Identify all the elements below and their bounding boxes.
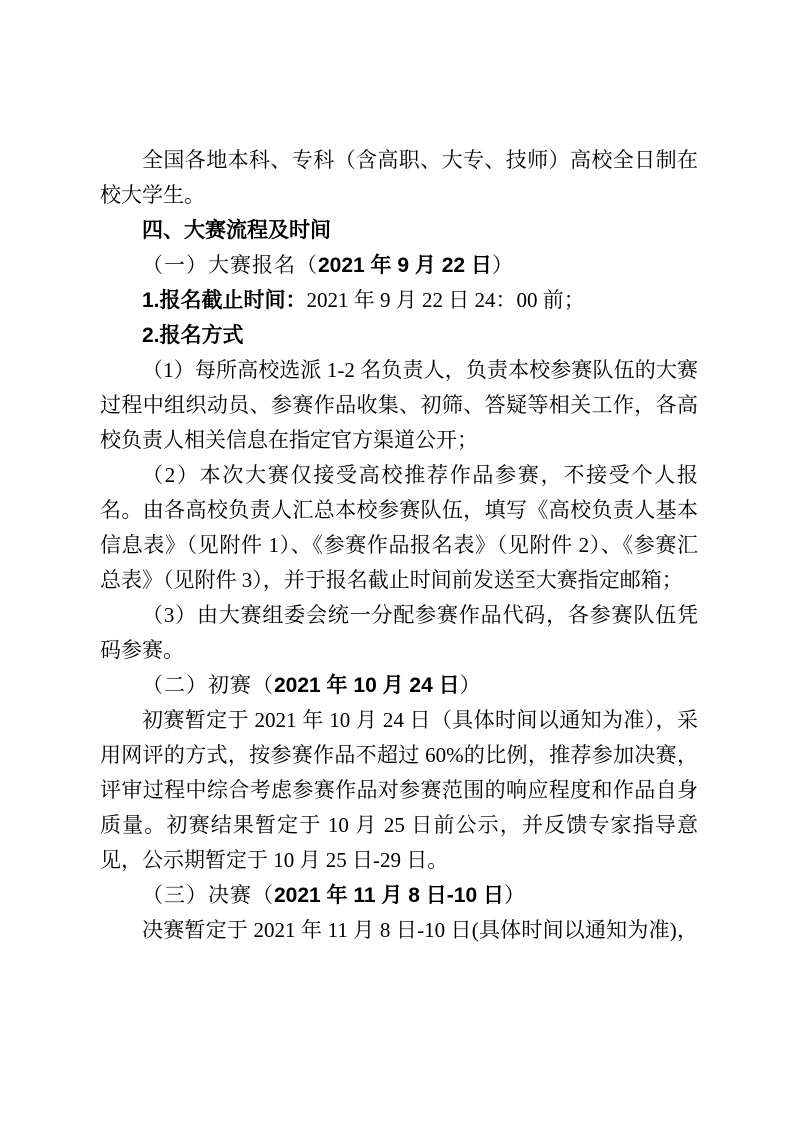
- paragraph-eligibility: 全国各地本科、专科（含高职、大专、技师）高校全日制在校大学生。: [100, 148, 698, 207]
- subsection-preliminary-heading-close: ）: [459, 673, 482, 697]
- subsection-registration-heading-date: 2021 年 9 月 22 日: [318, 254, 492, 277]
- subsection-final-heading-date: 2021 年 11 月 8 日-10 日: [274, 884, 504, 907]
- registration-deadline-value: 2021 年 9 月 22 日 24：00 前；: [306, 288, 585, 312]
- document-body: [100, 143, 698, 948]
- registration-deadline-label: 1.报名截止时间：: [142, 289, 307, 312]
- paragraph-final-details: 决赛暂定于 2021 年 11 月 8 日-10 日(具体时间以通知为准)，: [142, 918, 698, 942]
- subsection-final-heading-close: ）: [503, 883, 526, 907]
- paragraph-preliminary-details: 初赛暂定于 2021 年 10 月 24 日（具体时间以通知为准），采用网评的方式，按参赛作品不超过 60%的比例，推荐参加决赛，评审过程中综合考虑参赛作品对参赛范围的响应程度和作品自身质量。初赛结果暂定于 10 月 25 日前公示，并反馈专家指导意见，公示期暂定于 10 月 25 日-29 日。: [100, 708, 698, 872]
- subsection-preliminary-heading: [100, 668, 698, 703]
- subsection-preliminary-heading-date: 2021 年 10 月 24 日: [274, 674, 460, 697]
- paragraph-registration-method-label: 2.报名方式: [142, 324, 244, 347]
- subsection-final-heading: [100, 878, 698, 913]
- paragraph-registration-item-3: （3）由大赛组委会统一分配参赛作品代码，各参赛队伍凭码参赛。: [100, 603, 698, 662]
- section-heading-flow-and-time: 四、大赛流程及时间: [142, 219, 331, 242]
- subsection-registration-heading-close: ）: [491, 253, 514, 277]
- paragraph-registration-item-2: （2）本次大赛仅接受高校推荐作品参赛，不接受个人报名。由各高校负责人汇总本校参赛队伍，填写《高校负责人基本信息表》（见附件 1）、《参赛作品报名表》（见附件 2）、《参赛汇总表》（见附件 3），并于报名截止时间前发送至大赛指定邮箱；: [100, 463, 698, 592]
- subsection-registration-heading: [100, 248, 698, 283]
- subsection-registration-heading-text: （一）大赛报名（: [142, 253, 318, 277]
- subsection-final-heading-text: （三）决赛（: [142, 883, 274, 907]
- subsection-preliminary-heading-text: （二）初赛（: [142, 673, 274, 697]
- paragraph-registration-item-1: （1）每所高校选派 1-2 名负责人，负责本校参赛队伍的大赛过程中组织动员、参赛作品收集、初筛、答疑等相关工作，各高校负责人相关信息在指定官方渠道公开；: [100, 358, 698, 452]
- paragraph-registration-deadline: [100, 283, 698, 318]
